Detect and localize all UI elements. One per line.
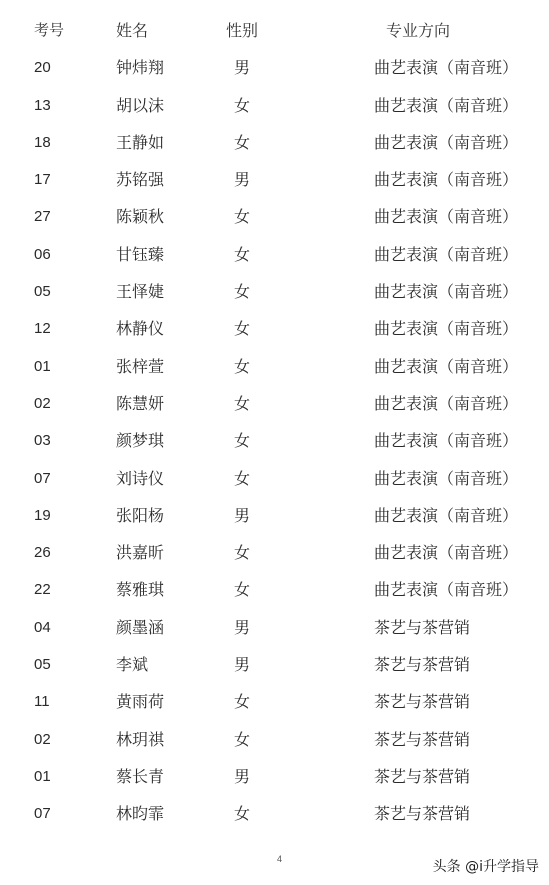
cell-exam-number: 22	[34, 581, 51, 599]
cell-major: 茶艺与茶营销	[374, 617, 471, 637]
table-row	[0, 161, 549, 198]
cell-gender: 女	[234, 95, 251, 115]
table-row	[0, 385, 549, 422]
cell-exam-number: 20	[34, 59, 51, 77]
cell-gender: 男	[234, 505, 251, 525]
table-body	[0, 49, 549, 832]
cell-name: 林静仪	[116, 319, 165, 339]
cell-major: 曲艺表演（南音班）	[374, 580, 519, 600]
cell-major: 曲艺表演（南音班）	[374, 319, 519, 339]
cell-name: 苏铭强	[116, 170, 165, 190]
cell-gender: 女	[234, 468, 251, 488]
cell-exam-number: 27	[34, 208, 51, 226]
cell-name: 张阳杨	[116, 505, 165, 525]
cell-gender: 男	[234, 58, 251, 78]
cell-gender: 女	[234, 692, 251, 712]
cell-name: 林昀霏	[116, 804, 165, 824]
table-row	[0, 497, 549, 534]
cell-gender: 女	[234, 729, 251, 749]
cell-major: 曲艺表演（南音班）	[374, 58, 519, 78]
cell-exam-number: 05	[34, 656, 51, 674]
table-row	[0, 49, 549, 86]
cell-name: 王怿婕	[116, 282, 165, 302]
cell-major: 茶艺与茶营销	[374, 692, 471, 712]
table-row	[0, 646, 549, 683]
cell-name: 蔡长青	[116, 766, 165, 786]
header-major: 专业方向	[386, 21, 451, 40]
cell-exam-number: 17	[34, 171, 51, 189]
header-gender: 性别	[226, 21, 259, 40]
table-row	[0, 87, 549, 124]
cell-exam-number: 26	[34, 544, 51, 562]
student-table	[0, 12, 549, 833]
table-row	[0, 758, 549, 795]
cell-exam-number: 03	[34, 432, 51, 450]
cell-gender: 女	[234, 431, 251, 451]
cell-name: 颜墨涵	[116, 617, 165, 637]
cell-name: 洪嘉昕	[116, 543, 165, 563]
cell-name: 李斌	[116, 655, 149, 675]
table-row	[0, 310, 549, 347]
cell-major: 曲艺表演（南音班）	[374, 282, 519, 302]
cell-exam-number: 02	[34, 730, 51, 748]
cell-gender: 女	[234, 244, 251, 264]
cell-name: 颜梦琪	[116, 431, 165, 451]
cell-major: 曲艺表演（南音班）	[374, 170, 519, 190]
cell-exam-number: 07	[34, 805, 51, 823]
cell-gender: 男	[234, 617, 251, 637]
cell-major: 茶艺与茶营销	[374, 804, 471, 824]
cell-exam-number: 11	[34, 693, 50, 711]
cell-name: 胡以沫	[116, 95, 165, 115]
table-row	[0, 571, 549, 608]
cell-gender: 女	[234, 804, 251, 824]
cell-name: 刘诗仪	[116, 468, 165, 488]
cell-gender: 女	[234, 282, 251, 302]
header-exam-number: 考号	[34, 22, 65, 39]
table-row	[0, 460, 549, 497]
cell-exam-number: 02	[34, 394, 51, 412]
cell-exam-number: 04	[34, 618, 51, 636]
cell-name: 张梓萱	[116, 356, 165, 376]
cell-name: 陈慧妍	[116, 393, 165, 413]
cell-major: 曲艺表演（南音班）	[374, 431, 519, 451]
table-row	[0, 124, 549, 161]
cell-exam-number: 12	[34, 320, 51, 338]
cell-name: 林玥祺	[116, 729, 165, 749]
cell-gender: 男	[234, 170, 251, 190]
cell-major: 曲艺表演（南音班）	[374, 505, 519, 525]
cell-major: 曲艺表演（南音班）	[374, 356, 519, 376]
table-row	[0, 422, 549, 459]
table-row	[0, 348, 549, 385]
table-row	[0, 534, 549, 571]
page-number: 4	[277, 854, 283, 864]
cell-major: 茶艺与茶营销	[374, 729, 471, 749]
cell-major: 曲艺表演（南音班）	[374, 132, 519, 152]
cell-gender: 女	[234, 393, 251, 413]
cell-exam-number: 19	[34, 506, 51, 524]
table-row	[0, 609, 549, 646]
table-row	[0, 795, 549, 832]
cell-major: 曲艺表演（南音班）	[374, 244, 519, 264]
cell-exam-number: 01	[34, 357, 51, 375]
cell-gender: 女	[234, 207, 251, 227]
cell-gender: 女	[234, 543, 251, 563]
cell-name: 甘钰臻	[116, 244, 165, 264]
table-row	[0, 721, 549, 758]
table-row	[0, 198, 549, 235]
cell-exam-number: 18	[34, 133, 51, 151]
cell-gender: 女	[234, 580, 251, 600]
cell-gender: 男	[234, 655, 251, 675]
cell-exam-number: 01	[34, 767, 51, 785]
cell-name: 蔡雅琪	[116, 580, 165, 600]
cell-name: 陈颖秋	[116, 207, 165, 227]
cell-gender: 女	[234, 356, 251, 376]
table-header	[0, 12, 549, 49]
cell-major: 茶艺与茶营销	[374, 655, 471, 675]
cell-major: 曲艺表演（南音班）	[374, 468, 519, 488]
table-row	[0, 273, 549, 310]
cell-name: 黄雨荷	[116, 692, 165, 712]
cell-major: 茶艺与茶营销	[374, 766, 471, 786]
cell-major: 曲艺表演（南音班）	[374, 207, 519, 227]
cell-name: 王静如	[116, 132, 165, 152]
watermark: 头条 @i升学指导	[432, 859, 539, 875]
cell-major: 曲艺表演（南音班）	[374, 543, 519, 563]
cell-exam-number: 07	[34, 469, 51, 487]
cell-name: 钟炜翔	[116, 58, 165, 78]
cell-gender: 女	[234, 319, 251, 339]
cell-major: 曲艺表演（南音班）	[374, 95, 519, 115]
cell-gender: 男	[234, 766, 251, 786]
table-row	[0, 683, 549, 720]
header-name: 姓名	[116, 21, 149, 40]
cell-major: 曲艺表演（南音班）	[374, 393, 519, 413]
cell-exam-number: 06	[34, 245, 51, 263]
cell-gender: 女	[234, 132, 251, 152]
table-row	[0, 236, 549, 273]
cell-exam-number: 05	[34, 283, 51, 301]
cell-exam-number: 13	[34, 96, 51, 114]
